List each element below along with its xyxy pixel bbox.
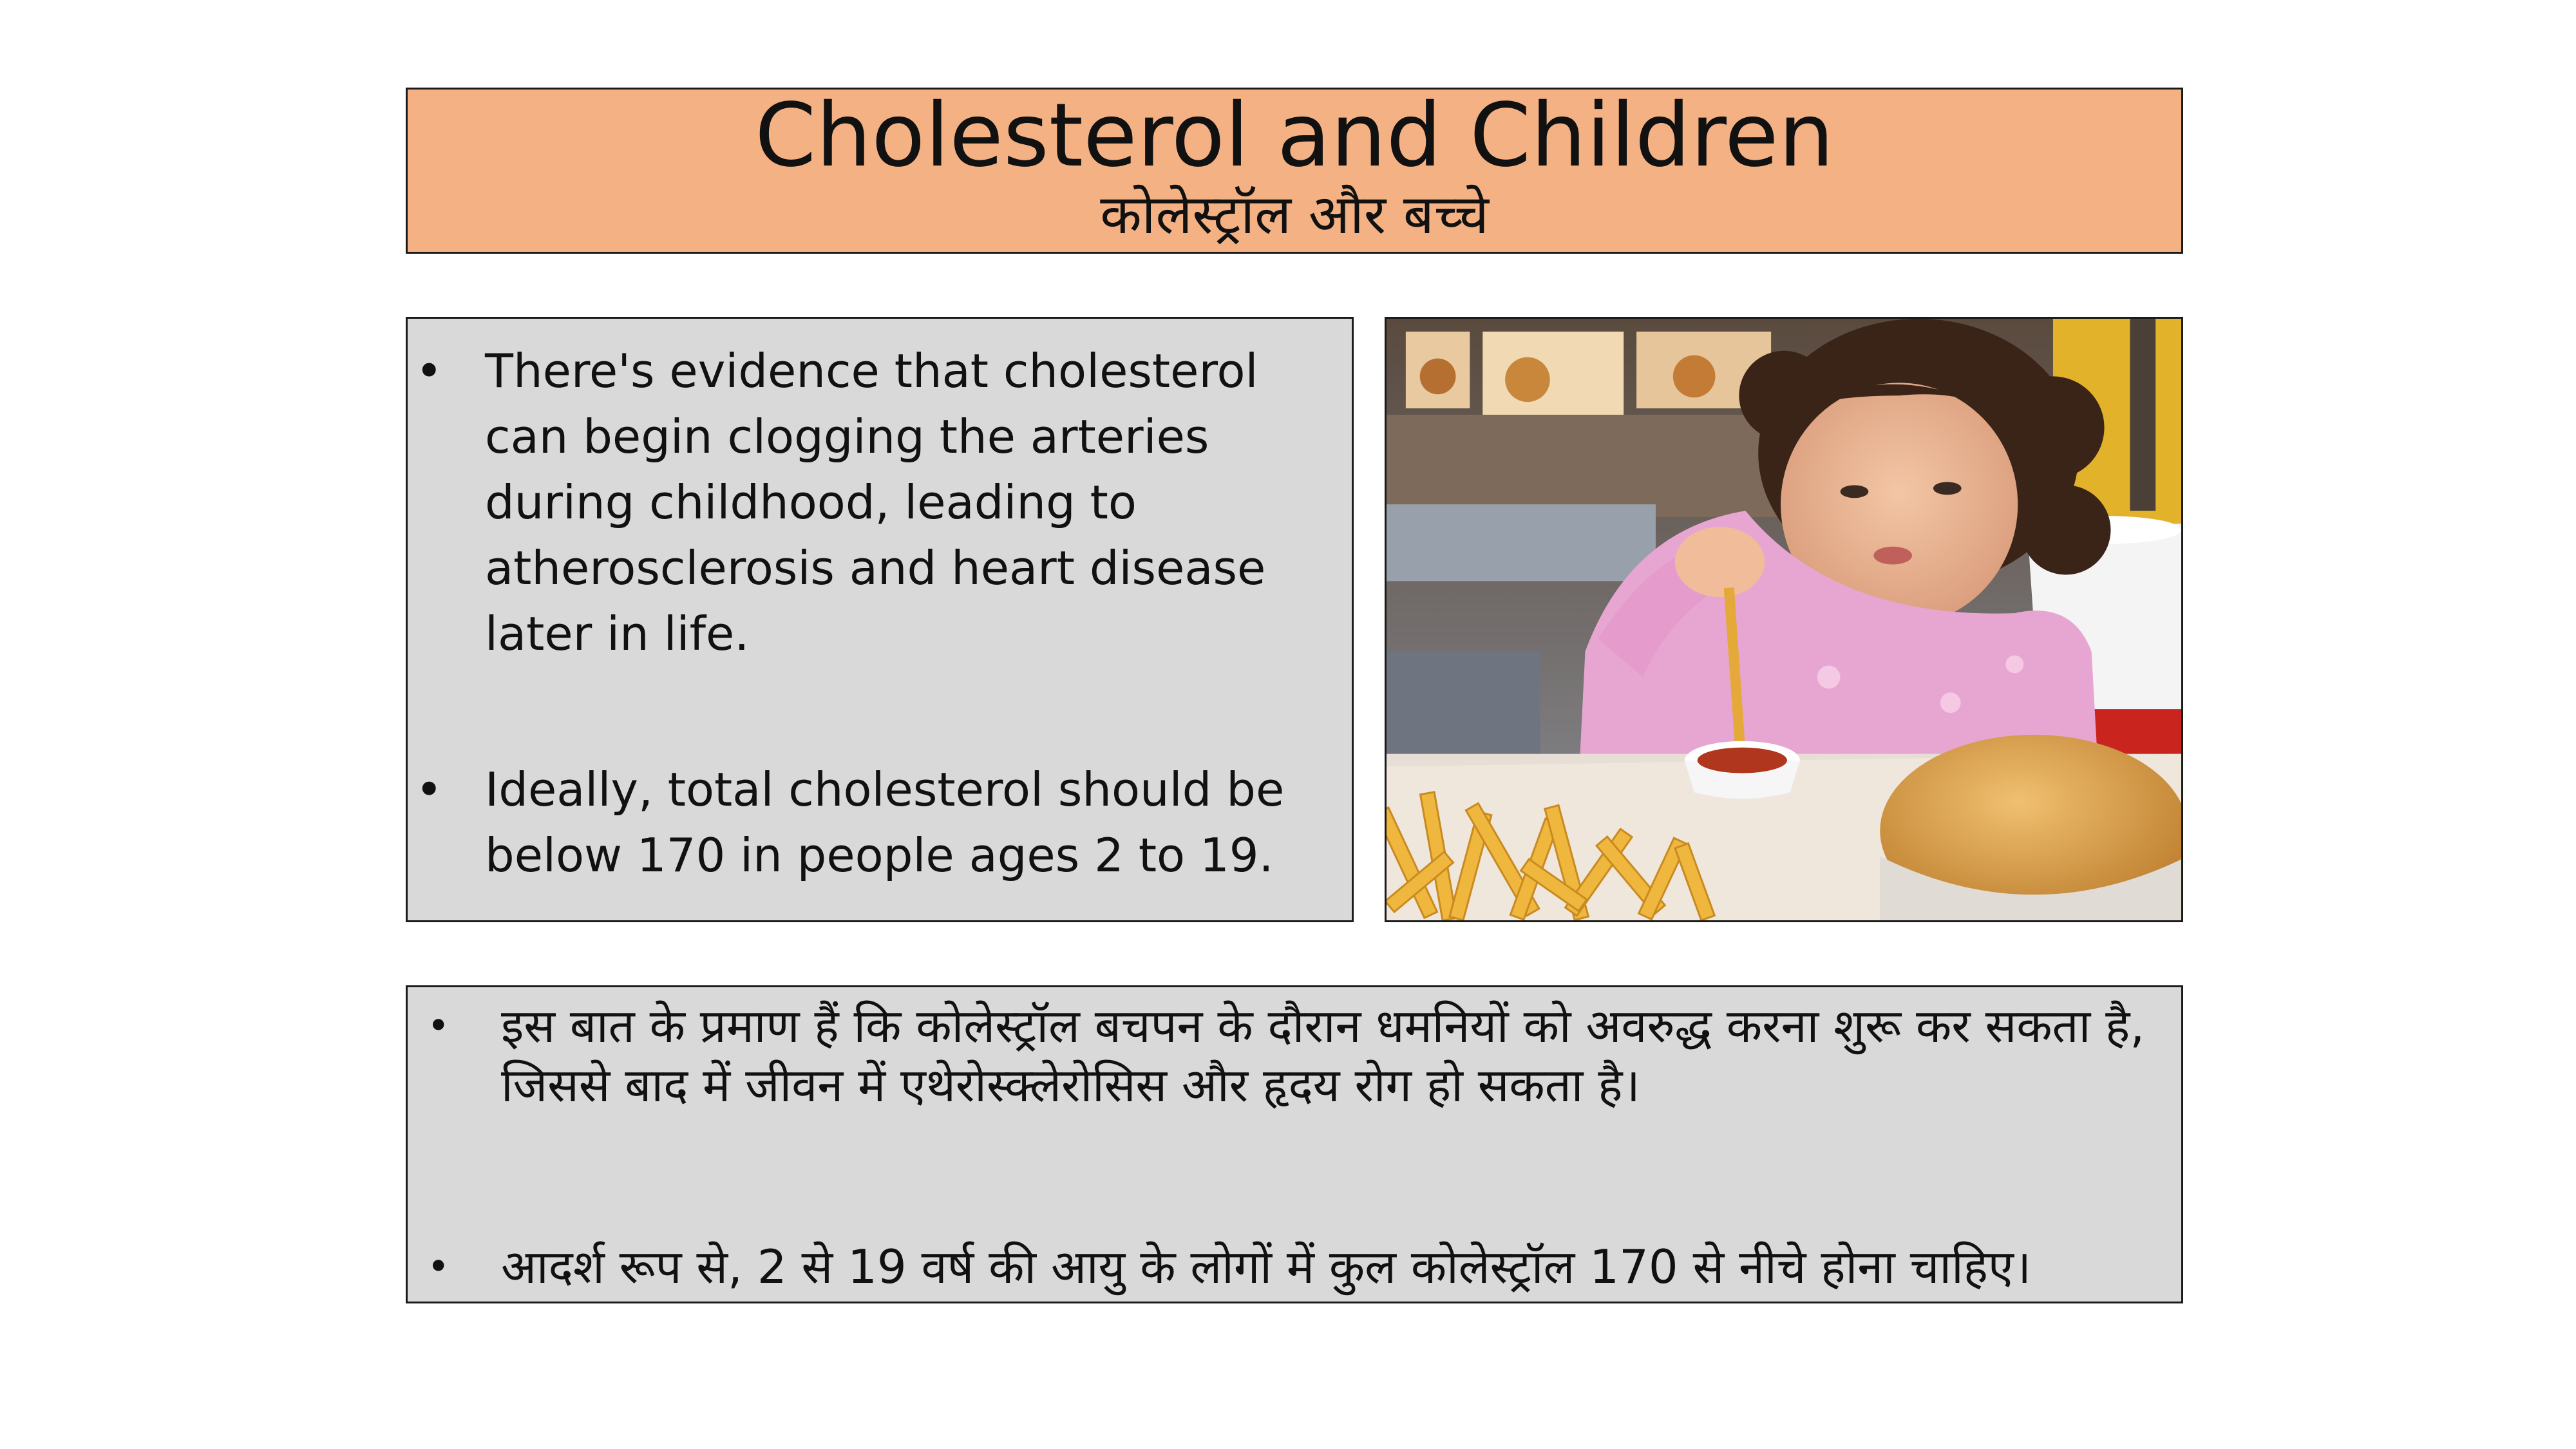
hindi-point-text: इस बात के प्रमाण हैं कि कोलेस्ट्रॉल बचपन के दौरान धमनियों को अवरुद्ध करना शुरू कर सकता है, जिससे बाद में जीवन में एथेरोस्क्लेरोसिस और हृदय रोग हो सकता है। — [501, 999, 2145, 1112]
bullet-icon: • — [415, 762, 443, 817]
photo-illustration — [1387, 319, 2181, 920]
hindi-point — [408, 1237, 2181, 1296]
hindi-point-text: आदर्श रूप से, 2 से 19 वर्ष की आयु के लोगों में कुल कोलेस्ट्रॉल 170 से नीचे होना चाहिए। — [501, 1240, 2032, 1294]
slide-subtitle-hindi: कोलेस्ट्रॉल और बच्चे — [1100, 183, 1489, 246]
english-point — [408, 338, 1352, 667]
slide-title: Cholesterol and Children — [755, 85, 1834, 187]
hindi-point — [408, 996, 2181, 1115]
english-text-panel — [406, 317, 1354, 922]
child-eating-fries-photo — [1385, 317, 2183, 922]
title-banner — [406, 85, 2183, 254]
hindi-text-panel — [406, 985, 2183, 1303]
english-bullet-list — [408, 338, 1352, 888]
english-point-text: Ideally, total cholesterol should be below 170 in people ages 2 to 19. — [485, 762, 1285, 882]
english-point — [408, 757, 1352, 888]
bullet-icon: • — [427, 1244, 450, 1289]
english-point-text: There's evidence that cholesterol can begin clogging the arteries during childhood, leading to atherosclerosis and heart disease later in life. — [485, 344, 1266, 661]
bullet-icon: • — [415, 344, 443, 398]
bullet-icon: • — [427, 1003, 450, 1048]
